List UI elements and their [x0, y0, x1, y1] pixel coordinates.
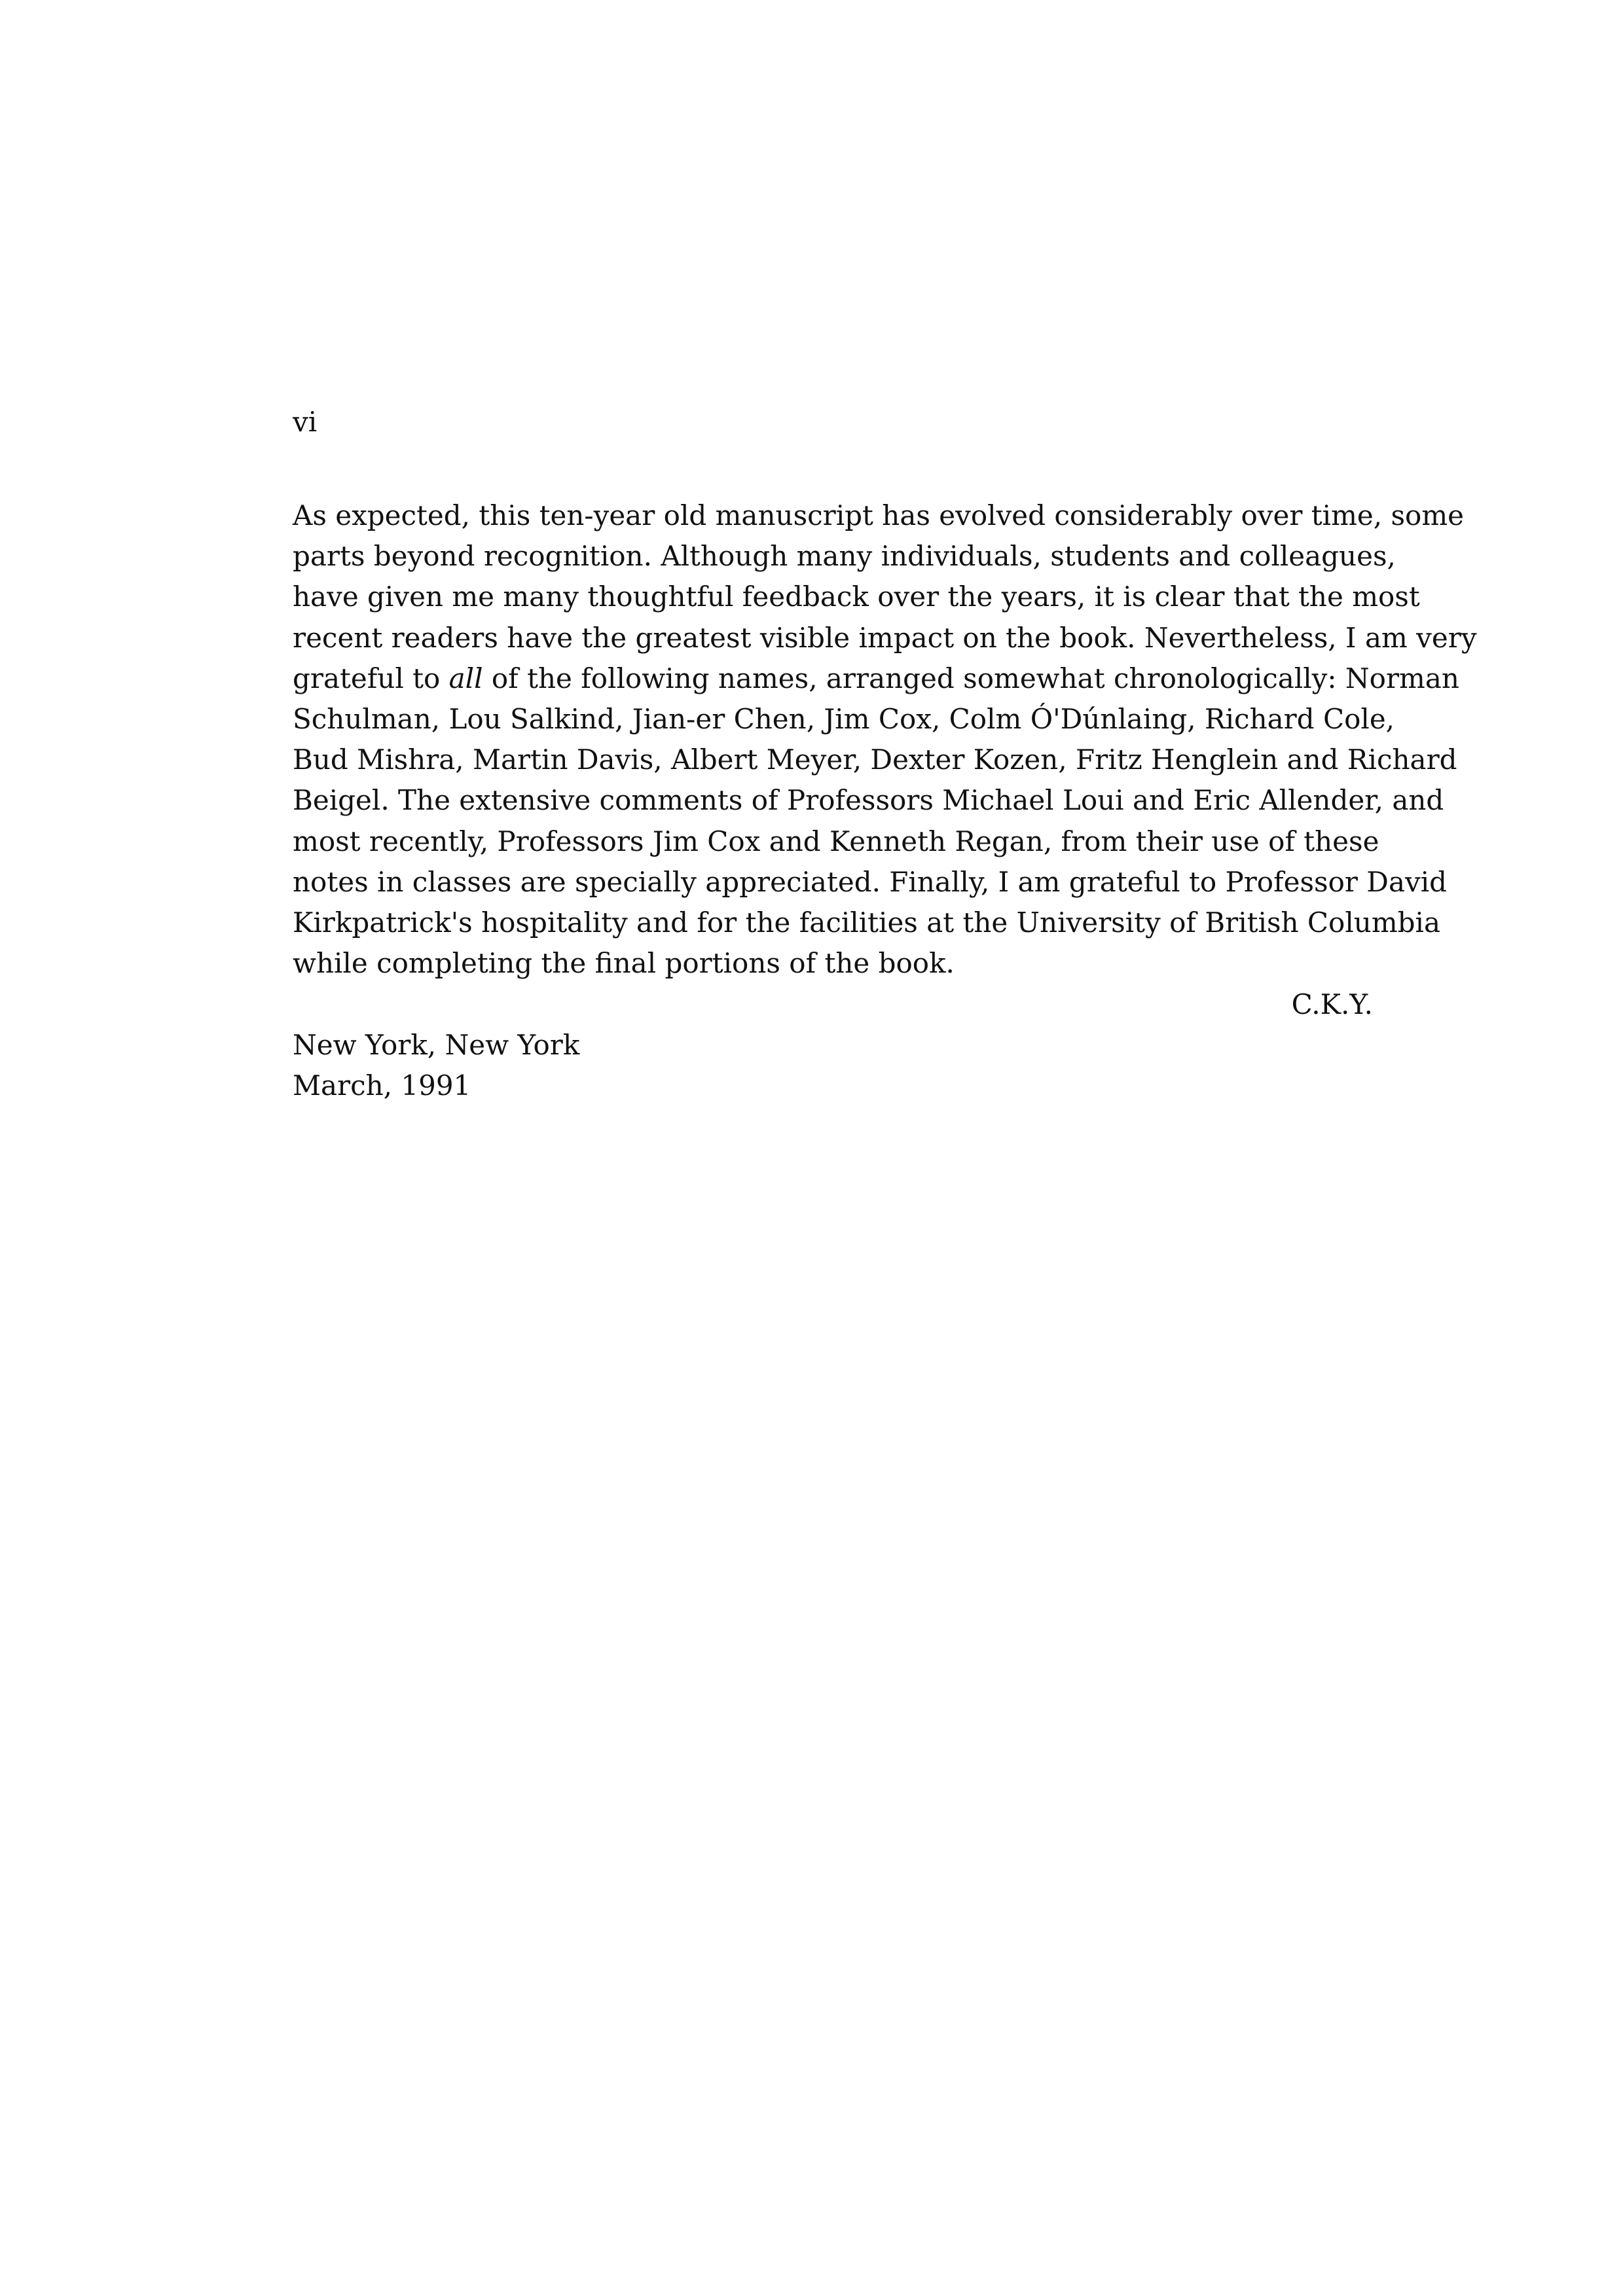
- paragraph-line: recent readers have the greatest visible impact on the book. Nevertheless, I am very: [293, 621, 1477, 654]
- paragraph-line: parts beyond recognition. Although many individuals, students and colleagues,: [293, 540, 1396, 573]
- page-number: vi: [293, 406, 318, 438]
- preface-paragraph: [293, 495, 1477, 984]
- paragraph-line: Schulman, Lou Salkind, Jian-er Chen, Jim Cox, Colm Ó'Dúnlaing, Richard Cole,: [293, 703, 1395, 736]
- line-text: grateful to: [293, 662, 449, 694]
- author-initials: C.K.Y.: [1291, 988, 1373, 1020]
- paragraph-line-with-emphasis: [293, 658, 1459, 699]
- paragraph-line: while completing the final portions of the book.: [293, 947, 955, 980]
- paragraph-line: most recently, Professors Jim Cox and Kenneth Regan, from their use of these: [293, 825, 1379, 857]
- paragraph-line: Bud Mishra, Martin Davis, Albert Meyer, Dexter Kozen, Fritz Henglein and Richard: [293, 744, 1457, 776]
- place-and-date: [293, 1025, 579, 1106]
- paragraph-line: As expected, this ten-year old manuscript has evolved considerably over time, some: [293, 499, 1464, 531]
- paragraph-line: notes in classes are specially appreciated. Finally, I am grateful to Professor David: [293, 865, 1448, 898]
- date: March, 1991: [293, 1069, 471, 1102]
- emphasized-word: all: [448, 662, 483, 694]
- paragraph-line: Beigel. The extensive comments of Professors Michael Loui and Eric Allender, and: [293, 784, 1444, 817]
- line-text: of the following names, arranged somewhat chronologically: Norman: [483, 662, 1459, 694]
- paragraph-line: Kirkpatrick's hospitality and for the facilities at the University of British Columbia: [293, 906, 1441, 939]
- place: New York, New York: [293, 1029, 580, 1061]
- paragraph-line: have given me many thoughtful feedback over the years, it is clear that the most: [293, 581, 1420, 613]
